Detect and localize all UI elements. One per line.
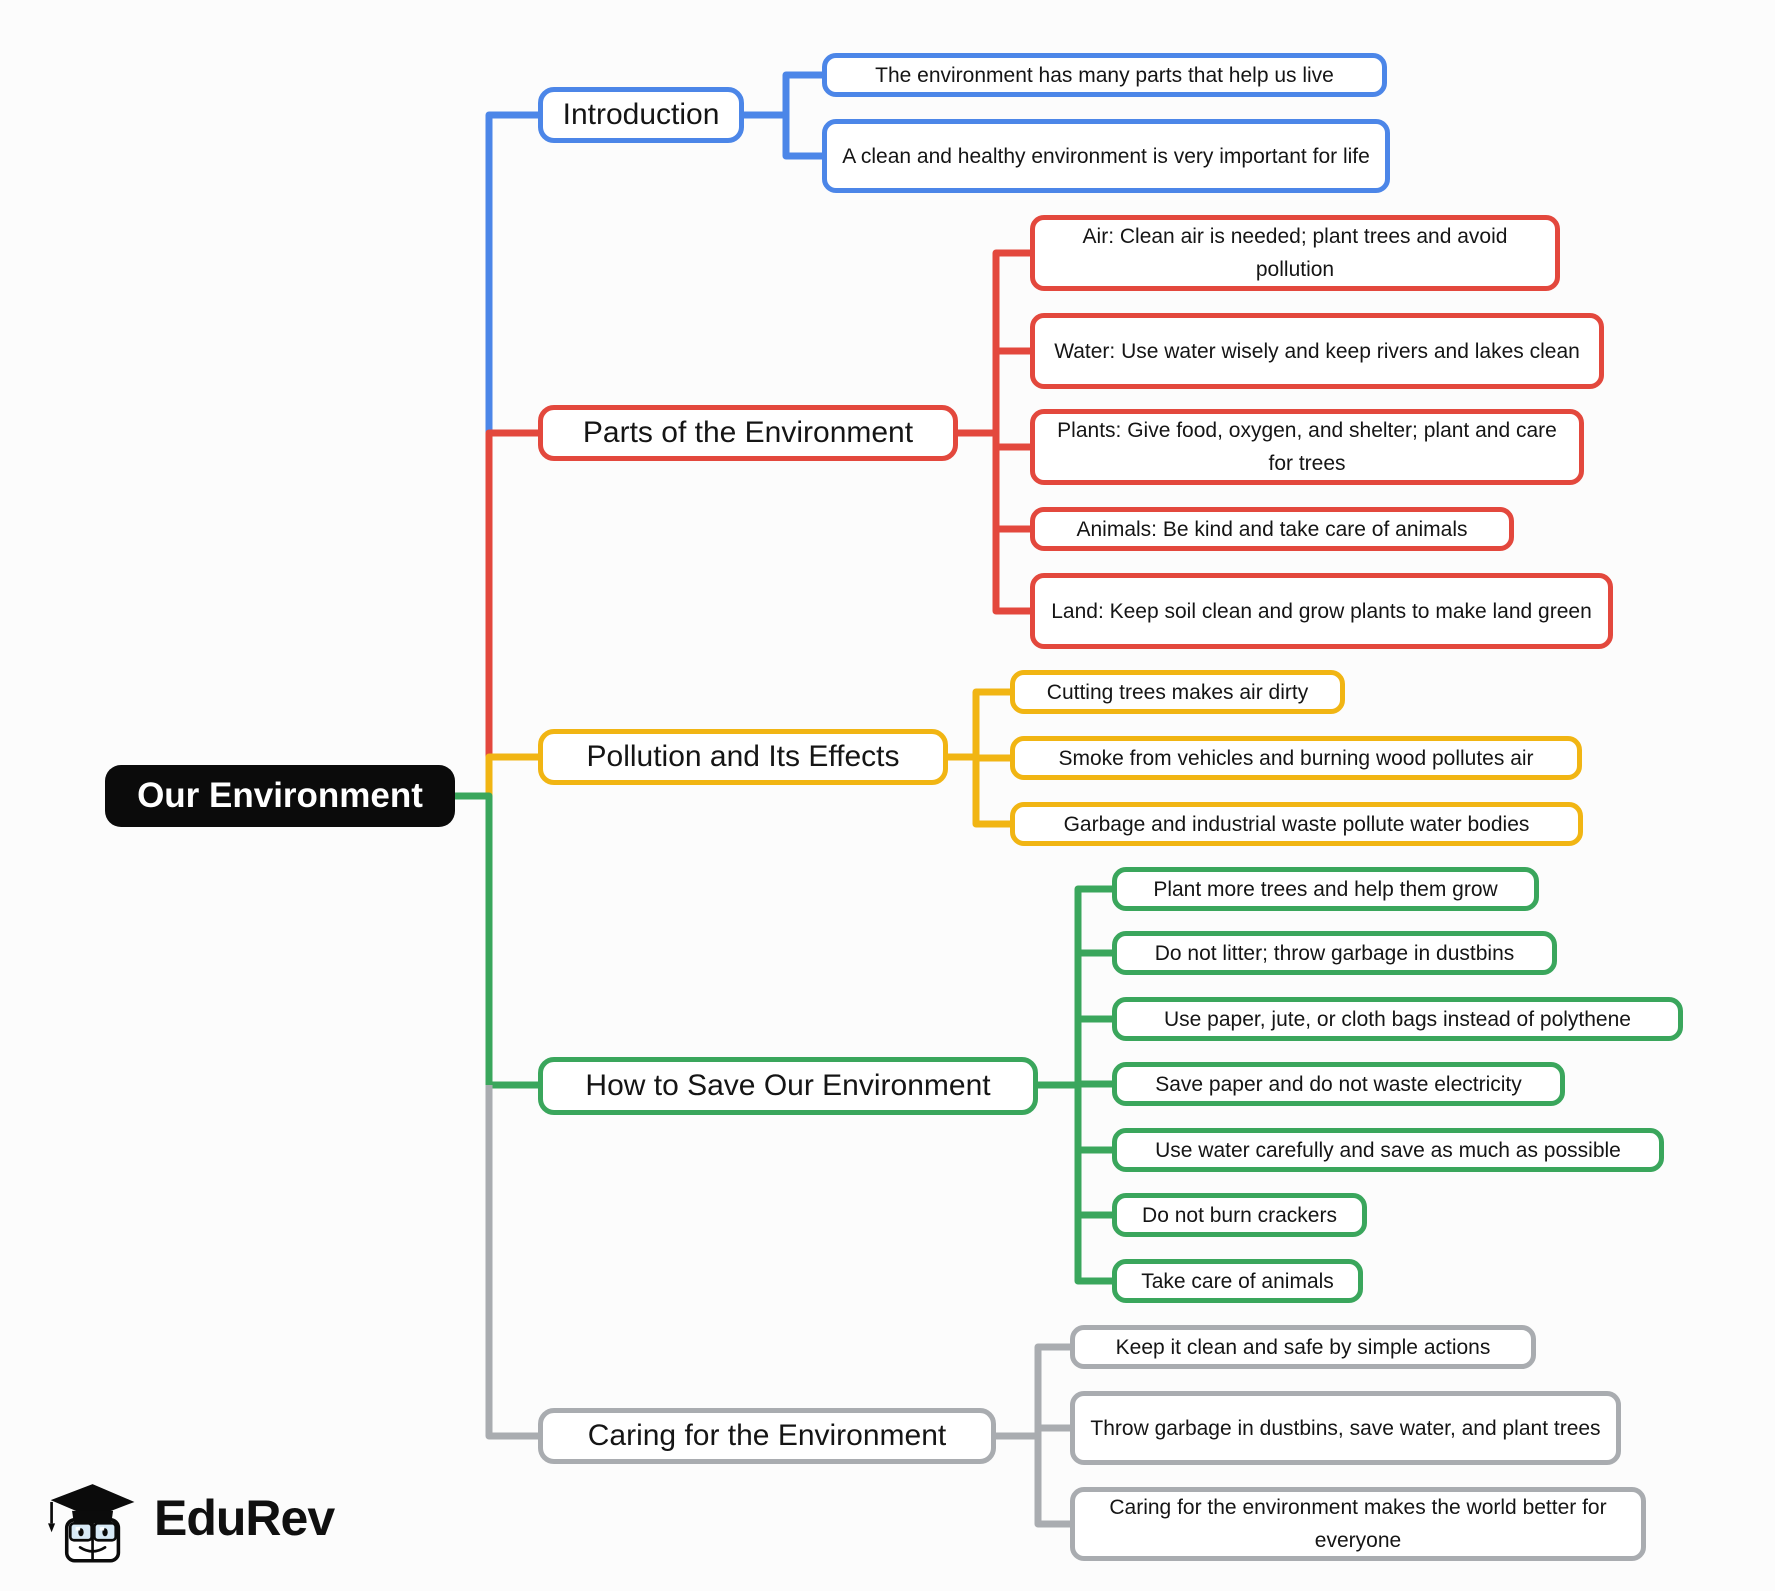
child-node[interactable]: Garbage and industrial waste pollute water bodies — [1010, 802, 1583, 846]
branch-node-parts[interactable]: Parts of the Environment — [538, 405, 958, 461]
branch-node-caring[interactable]: Caring for the Environment — [538, 1408, 996, 1464]
child-node[interactable]: Throw garbage in dustbins, save water, and plant trees — [1070, 1391, 1621, 1465]
branch-node-introduction[interactable]: Introduction — [538, 87, 744, 143]
child-node[interactable]: Do not burn crackers — [1112, 1193, 1367, 1237]
branch-node-save[interactable]: How to Save Our Environment — [538, 1057, 1038, 1115]
child-node[interactable]: Keep it clean and safe by simple actions — [1070, 1325, 1536, 1369]
edurev-logo — [40, 1472, 334, 1564]
child-node[interactable]: Caring for the environment makes the world better for everyone — [1070, 1487, 1646, 1561]
child-node[interactable]: Animals: Be kind and take care of animals — [1030, 507, 1514, 551]
child-node[interactable]: Plant more trees and help them grow — [1112, 867, 1539, 911]
child-node[interactable]: Water: Use water wisely and keep rivers and lakes clean — [1030, 313, 1604, 389]
child-node[interactable]: Take care of animals — [1112, 1259, 1363, 1303]
edurev-logo-icon — [40, 1472, 138, 1564]
child-node[interactable]: Plants: Give food, oxygen, and shelter; plant and care for trees — [1030, 409, 1584, 485]
child-node[interactable]: Cutting trees makes air dirty — [1010, 670, 1345, 714]
child-node[interactable]: The environment has many parts that help us live — [822, 53, 1387, 97]
child-node[interactable]: Smoke from vehicles and burning wood pollutes air — [1010, 736, 1582, 780]
branch-line-save — [455, 796, 1112, 1281]
branch-line-parts — [489, 253, 1030, 757]
child-node[interactable]: A clean and healthy environment is very important for life — [822, 119, 1390, 193]
child-node[interactable]: Do not litter; throw garbage in dustbins — [1112, 931, 1557, 975]
child-node[interactable]: Use water carefully and save as much as possible — [1112, 1128, 1664, 1172]
child-node[interactable]: Land: Keep soil clean and grow plants to make land green — [1030, 573, 1613, 649]
child-node[interactable]: Use paper, jute, or cloth bags instead of polythene — [1112, 997, 1683, 1041]
edurev-brand-text: EduRev — [154, 1490, 335, 1546]
root-node[interactable]: Our Environment — [105, 765, 455, 827]
child-node[interactable]: Air: Clean air is needed; plant trees and avoid pollution — [1030, 215, 1560, 291]
child-node[interactable]: Save paper and do not waste electricity — [1112, 1062, 1565, 1106]
branch-node-pollution[interactable]: Pollution and Its Effects — [538, 729, 948, 785]
